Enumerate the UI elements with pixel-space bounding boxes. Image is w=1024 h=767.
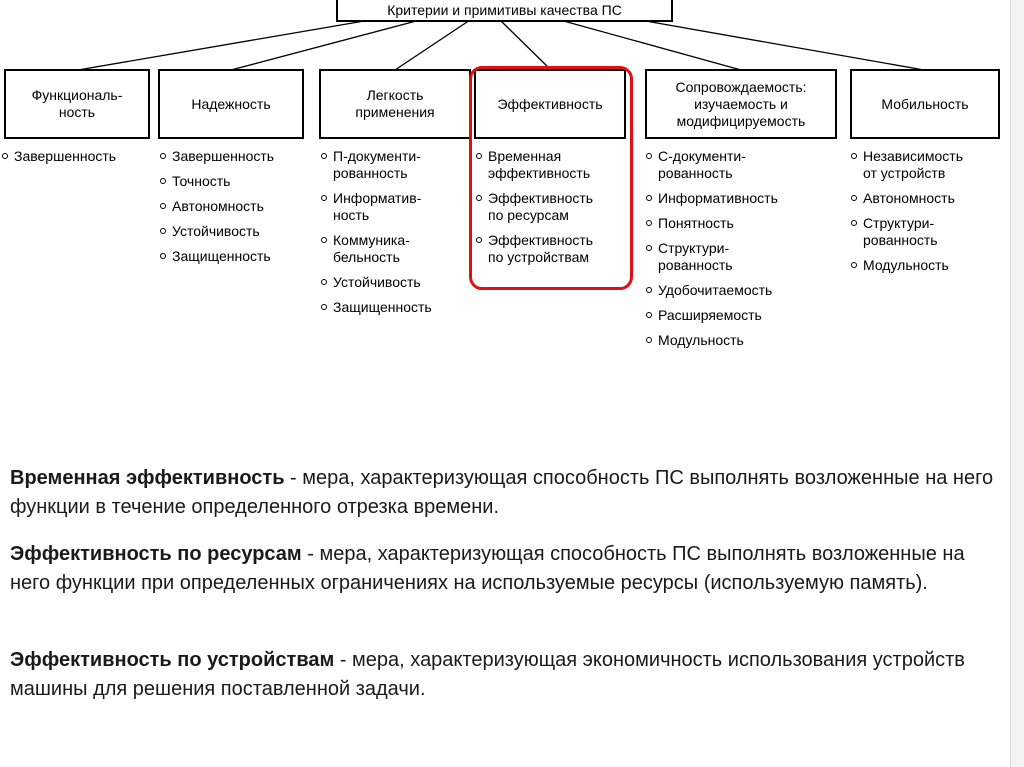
primitive-item: Эффективность по ресурсам (474, 190, 593, 224)
connector-3 (395, 20, 470, 70)
definition-text: - мера, характеризующая способность ПС выполнять возложенные на него функции при определенных ограничениях на используемые ресурсы (используемую память). (10, 543, 965, 594)
definition-term: Эффективность по ресурсам (10, 543, 302, 565)
criterion-label: Функциональ- ность (31, 87, 123, 120)
primitive-item: Завершенность (0, 148, 116, 165)
primitive-item: Модульность (849, 257, 963, 274)
primitives-functionality (0, 148, 116, 173)
definition-resource-efficiency (10, 540, 1010, 598)
definition-term: Эффективность по устройствам (10, 649, 335, 671)
root-box (336, 0, 673, 22)
definition-device-efficiency (10, 646, 1010, 704)
primitive-item: Завершенность (158, 148, 274, 165)
primitive-item: Модульность (644, 332, 778, 349)
primitive-item: Понятность (644, 215, 778, 232)
criterion-box-functionality (4, 69, 150, 139)
primitive-item: Информативность (644, 190, 778, 207)
primitive-item: Коммуника- бельность (319, 232, 432, 266)
primitive-item: Устойчивость (319, 274, 432, 291)
primitives-efficiency (474, 148, 593, 274)
primitives-maintainability (644, 148, 778, 357)
connector-6 (640, 20, 924, 70)
criterion-label: Эффективность (497, 95, 603, 112)
primitive-item: Структури- рованность (849, 215, 963, 249)
primitives-usability (319, 148, 432, 324)
primitive-item: Независимость от устройств (849, 148, 963, 182)
definition-text: - мера, характеризующая экономичность использования устройств машины для решения поставленной задачи. (10, 649, 965, 700)
primitive-item: Защищенность (319, 299, 432, 316)
primitive-item: Структури- рованность (644, 240, 778, 274)
criterion-label: Мобильность (881, 95, 969, 112)
primitive-item: Автономность (849, 190, 963, 207)
primitive-item: Расширяемость (644, 307, 778, 324)
root-title: Критерии и примитивы качества ПС (387, 1, 622, 18)
primitive-item: Автономность (158, 198, 274, 215)
definition-term: Временная эффективность (10, 467, 285, 489)
definition-time-efficiency (10, 464, 1010, 522)
primitive-item: Эффективность по устройствам (474, 232, 593, 266)
primitive-item: С-документи- рованность (644, 148, 778, 182)
primitives-reliability (158, 148, 274, 273)
connector-5 (560, 20, 741, 70)
definition-text: - мера, характеризующая способность ПС выполнять возложенные на него функции в течение определенного отрезка времени. (10, 467, 994, 518)
primitive-item: Удобочитаемость (644, 282, 778, 299)
primitive-item: Точность (158, 173, 274, 190)
criterion-box-portability (850, 69, 1000, 139)
primitive-item: Устойчивость (158, 223, 274, 240)
primitive-item: Защищенность (158, 248, 274, 265)
criterion-label: Легкость применения (355, 87, 435, 120)
primitive-item: П-документи- рованность (319, 148, 432, 182)
primitive-item: Информатив- ность (319, 190, 432, 224)
criterion-label: Сопровождаемость: изучаемость и модифицируемость (675, 78, 807, 129)
primitives-portability (849, 148, 963, 282)
criterion-box-reliability (158, 69, 304, 139)
connector-4 (500, 20, 551, 70)
criterion-label: Надежность (191, 95, 271, 112)
criterion-box-maintainability (645, 69, 837, 139)
primitive-item: Временная эффективность (474, 148, 593, 182)
criterion-box-usability (319, 69, 471, 139)
